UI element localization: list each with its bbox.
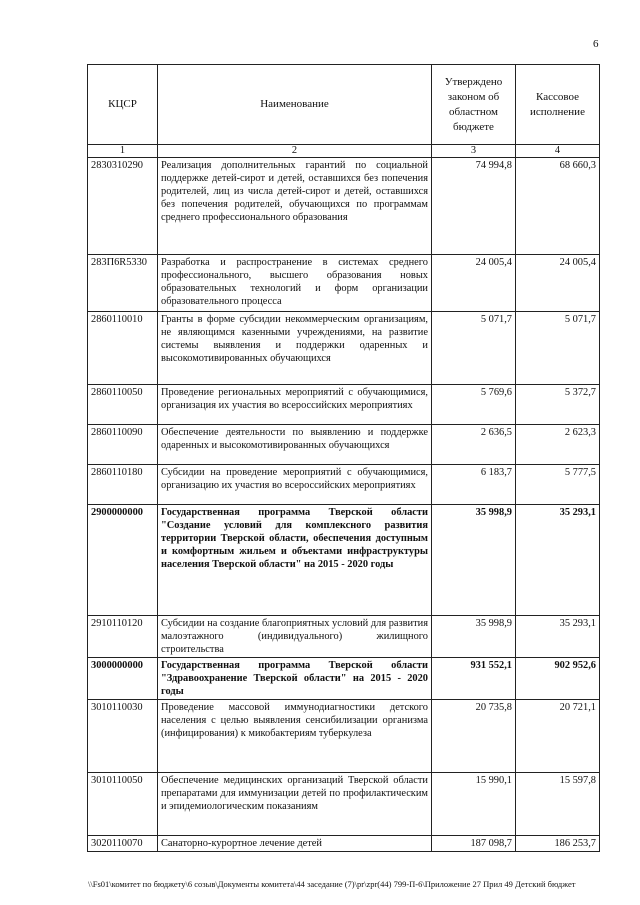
table-row: [88, 505, 600, 616]
row-code: 283П6R5330: [88, 255, 158, 312]
row-approved: 2 636,5: [432, 425, 516, 465]
row-executed: 5 071,7: [516, 312, 600, 385]
row-code: 2860110050: [88, 385, 158, 425]
table-body: [88, 158, 600, 852]
header-approved: Утверждено законом об областном бюджете: [432, 65, 516, 145]
header-code: КЦСР: [88, 65, 158, 145]
table-row: [88, 836, 600, 852]
row-name: Субсидии на проведение мероприятий с обучающимися, организацию их участия во всероссийских мероприятиях: [158, 465, 432, 505]
row-approved: 5 769,6: [432, 385, 516, 425]
col-number: 2: [158, 145, 432, 158]
row-name: Проведение массовой иммунодиагностики детского населения с целью выявления сенсибилизации организма (инфицирования) к микобактериям туберкулеза: [158, 700, 432, 773]
row-name: Санаторно-курортное лечение детей: [158, 836, 432, 852]
row-code: 2860110180: [88, 465, 158, 505]
row-code: 2830310290: [88, 158, 158, 255]
table-row: [88, 658, 600, 700]
row-executed: 35 293,1: [516, 616, 600, 658]
row-executed: 35 293,1: [516, 505, 600, 616]
row-executed: 15 597,8: [516, 773, 600, 836]
table-row: [88, 773, 600, 836]
row-approved: 24 005,4: [432, 255, 516, 312]
header-name: Наименование: [158, 65, 432, 145]
row-executed: 24 005,4: [516, 255, 600, 312]
row-executed: 5 372,7: [516, 385, 600, 425]
row-executed: 902 952,6: [516, 658, 600, 700]
row-code: 2860110090: [88, 425, 158, 465]
row-name: Субсидии на создание благоприятных условий для развития малоэтажного (индивидуального) жилищного строительства: [158, 616, 432, 658]
row-name: Государственная программа Тверской области "Здравоохранение Тверской области" на 2015 - 2020 годы: [158, 658, 432, 700]
table-row: [88, 465, 600, 505]
column-numbers-row: [88, 145, 600, 158]
row-code: 2860110010: [88, 312, 158, 385]
row-executed: 5 777,5: [516, 465, 600, 505]
row-approved: 15 990,1: [432, 773, 516, 836]
table-row: [88, 385, 600, 425]
col-number: 1: [88, 145, 158, 158]
row-name: Обеспечение медицинских организаций Тверской области препаратами для иммунизации детей по профилактическим и эпидемиологическим показаниям: [158, 773, 432, 836]
row-executed: 2 623,3: [516, 425, 600, 465]
row-code: 2910110120: [88, 616, 158, 658]
row-approved: 6 183,7: [432, 465, 516, 505]
budget-table: [87, 64, 600, 852]
row-executed: 186 253,7: [516, 836, 600, 852]
footer-file-path: \\Fs01\комитет по бюджету\6 созыв\Документы комитета\44 заседание (7)\pr\zpr(44) 799-П-6\Приложение 27 Прил 49 Детский бюджет: [88, 879, 576, 889]
row-code: 3010110050: [88, 773, 158, 836]
table-row: [88, 700, 600, 773]
row-approved: 931 552,1: [432, 658, 516, 700]
row-code: 3020110070: [88, 836, 158, 852]
row-executed: 68 660,3: [516, 158, 600, 255]
col-number: 3: [432, 145, 516, 158]
row-name: Обеспечение деятельности по выявлению и поддержке одаренных и высокомотивированных обучающихся: [158, 425, 432, 465]
col-number: 4: [516, 145, 600, 158]
header-executed: Кассовое исполнение: [516, 65, 600, 145]
row-code: 2900000000: [88, 505, 158, 616]
header-row: [88, 65, 600, 145]
row-name: Государственная программа Тверской области "Создание условий для комплексного развития территории Тверской области, обеспечения доступным и комфортным жильем и объектами инфраструктуры населения Тверской области" на 2015 - 2020 годы: [158, 505, 432, 616]
row-approved: 35 998,9: [432, 505, 516, 616]
page-number: 6: [593, 38, 599, 50]
row-approved: 35 998,9: [432, 616, 516, 658]
table-row: [88, 425, 600, 465]
row-code: 3010110030: [88, 700, 158, 773]
table-row: [88, 616, 600, 658]
row-approved: 74 994,8: [432, 158, 516, 255]
row-executed: 20 721,1: [516, 700, 600, 773]
table-row: [88, 158, 600, 255]
row-name: Гранты в форме субсидии некоммерческим организациям, не являющимся казенными учреждениями, на развитие системы выявления и поддержки одаренных и высокомотивированных обучающихся: [158, 312, 432, 385]
row-code: 3000000000: [88, 658, 158, 700]
table-row: [88, 255, 600, 312]
row-name: Реализация дополнительных гарантий по социальной поддержке детей-сирот и детей, оставшихся без попечения родителей, лиц из числа детей-сирот и детей, оставшихся без попечения родителей, обучающихся по программам среднего профессионального образования: [158, 158, 432, 255]
row-approved: 187 098,7: [432, 836, 516, 852]
row-approved: 5 071,7: [432, 312, 516, 385]
row-name: Разработка и распространение в системах среднего профессионального, высшего образования новых образовательных технологий и форм организации образовательного процесса: [158, 255, 432, 312]
row-approved: 20 735,8: [432, 700, 516, 773]
table-row: [88, 312, 600, 385]
row-name: Проведение региональных мероприятий с обучающимися, организация их участия во всероссийских мероприятиях: [158, 385, 432, 425]
